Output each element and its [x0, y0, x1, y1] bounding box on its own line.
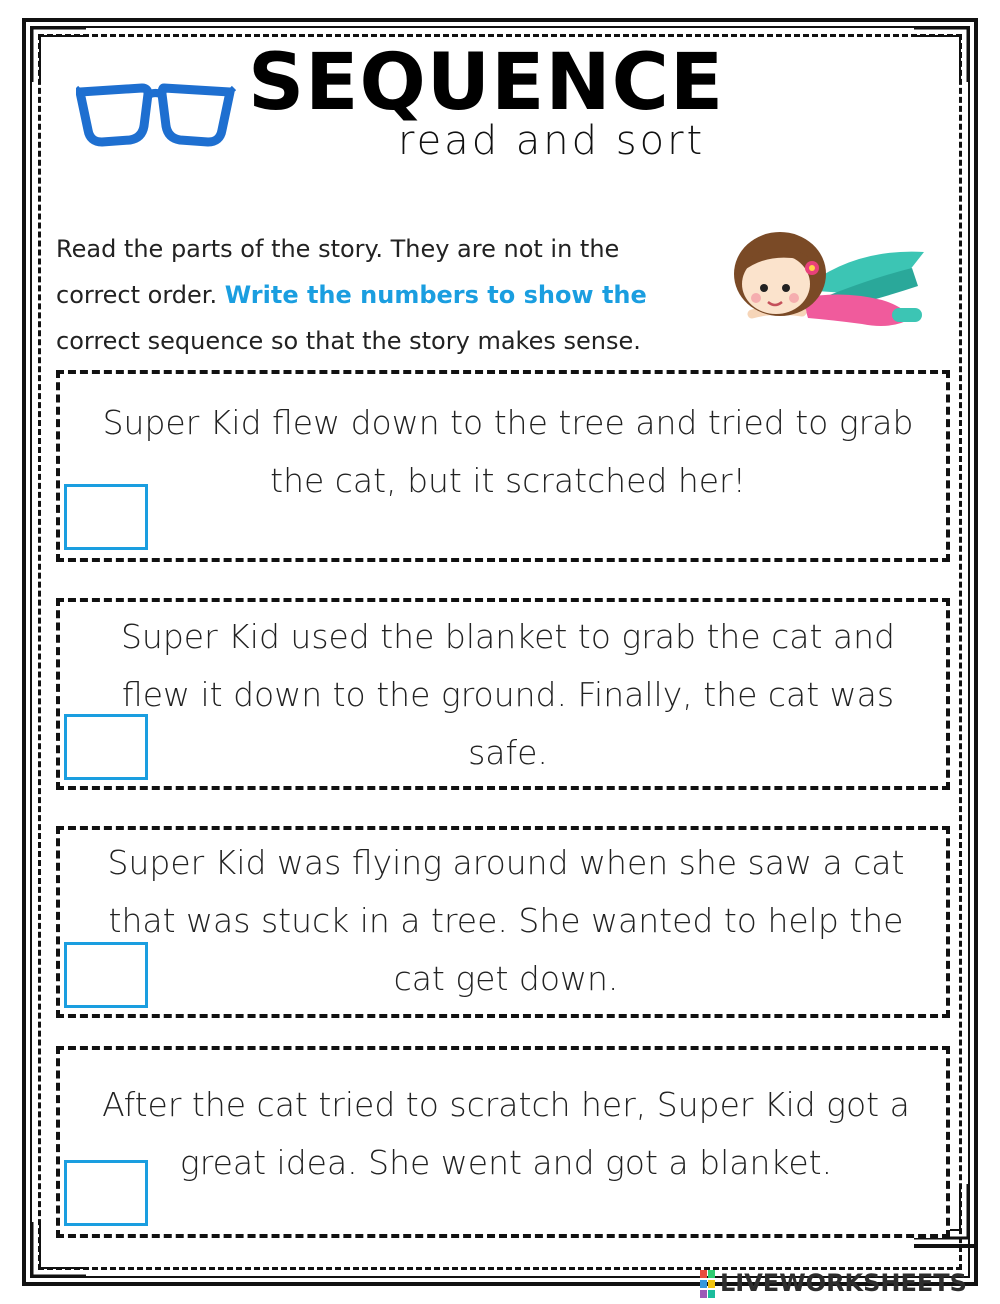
page-title: SEQUENCE [248, 38, 725, 128]
instructions-highlight: Write the numbers to show the [224, 281, 647, 309]
instructions-line-2 [56, 272, 716, 318]
superhero-girl-illustration [732, 228, 932, 338]
story-text-3: Super Kid was flying around when she saw a cat that was stuck in a tree. She wanted to help the cat get down. [107, 843, 905, 998]
instructions-line-2-start: correct order. [56, 281, 218, 309]
instructions [56, 226, 716, 364]
page-subtitle: read and sort [398, 118, 706, 164]
story-text-4: After the cat tried to scratch her, Super Kid got a great idea. She went and got a blanket. [102, 1085, 910, 1182]
corner-ornament-top-right [910, 16, 980, 86]
answer-input-4[interactable] [64, 1160, 148, 1226]
liveworksheets-brand [700, 1266, 1000, 1300]
story-card-1 [56, 370, 950, 562]
answer-input-3[interactable] [64, 942, 148, 1008]
story-card-3 [56, 826, 950, 1018]
liveworksheets-brand-text: LIVEWORKSHEETS [720, 1269, 967, 1297]
instructions-line-3: correct sequence so that the story makes sense. [56, 327, 641, 355]
corner-ornament-top-left [20, 16, 90, 86]
story-text-2: Super Kid used the blanket to grab the cat and flew it down to the ground. Finally, the cat was safe. [120, 617, 895, 772]
liveworksheets-logo-icon [700, 1270, 716, 1298]
story-card-2 [56, 598, 950, 790]
answer-input-2[interactable] [64, 714, 148, 780]
answer-input-1[interactable] [64, 484, 148, 550]
instructions-line-1: Read the parts of the story. They are not in the [56, 235, 620, 263]
story-text-1: Super Kid flew down to the tree and tried to grab the cat, but it scratched her! [102, 403, 914, 500]
glasses-icon [76, 78, 236, 150]
story-card-4 [56, 1046, 950, 1238]
